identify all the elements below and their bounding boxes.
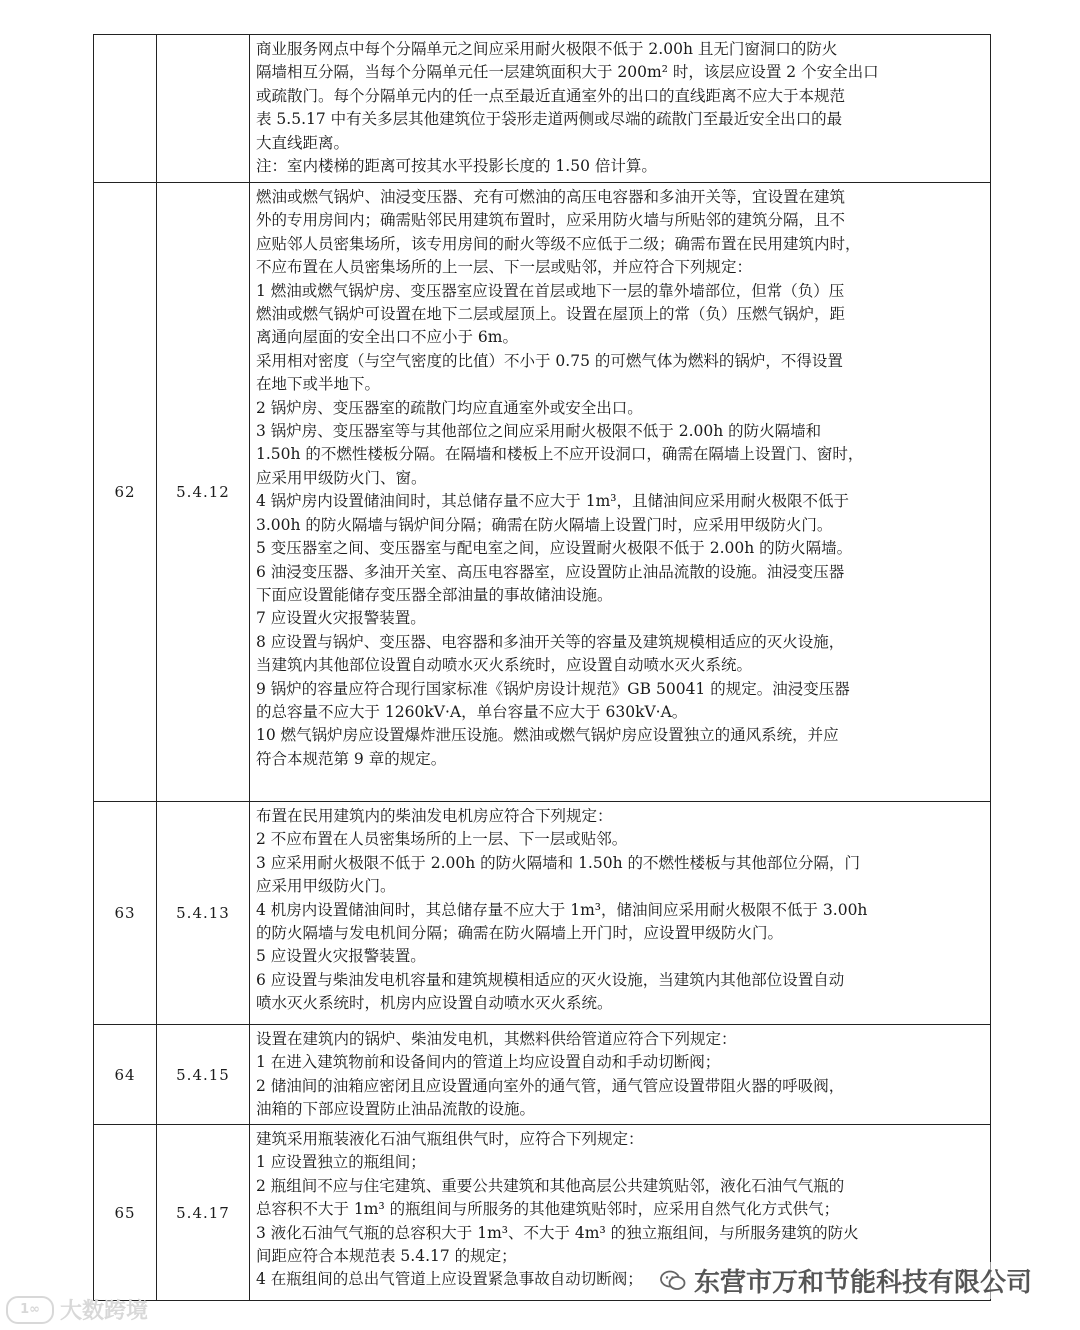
- clause-text-line: 在地下或半地下。: [256, 375, 381, 394]
- clause-text-line: 2 锅炉房、变压器室的疏散门均应直通室外或安全出口。: [256, 398, 643, 417]
- clause-text-line: 8 应设置与锅炉、变压器、电容器和多油开关等的容量及建筑规模相适应的灭火设施，: [256, 632, 845, 651]
- clause-text-line: 下面应设置能储存变压器全部油量的事故储油设施。: [256, 585, 613, 604]
- clause-text-line: 采用相对密度（与空气密度的比值）不小于 0.75 的可燃气体为燃料的锅炉，不得设置: [256, 351, 843, 370]
- clause-text-line: 2 不应布置在人员密集场所的上一层、下一层或贴邻。: [256, 830, 628, 849]
- table-row: [94, 183, 991, 802]
- row-number: 63: [94, 802, 157, 1025]
- clause-text-line: 总容积不大于 1m³ 的瓶组间与所服务的其他建筑贴邻时，应采用自然气化方式供气；: [256, 1200, 840, 1219]
- clause-text-line: 5 变压器室之间、变压器室与配电室之间，应设置耐火极限不低于 2.00h 的防火隔墙。: [256, 539, 853, 558]
- clause-text-line: 离通向屋面的安全出口不应小于 6m。: [256, 328, 518, 347]
- clause-text-line: 2 储油间的油箱应密闭且应设置通向室外的通气管，通气管应设置带阻火器的呼吸阀，: [256, 1076, 845, 1095]
- clause-text-line: 油箱的下部应设置防止油品流散的设施。: [256, 1100, 536, 1119]
- clause-text-line: 隔墙相互分隔，当每个分隔单元任一层建筑面积大于 200m² 时，该层应设置 2 个安全出口: [256, 63, 879, 82]
- row-number: 64: [94, 1025, 157, 1125]
- clause-text-line: 大直线距离。: [256, 133, 350, 152]
- clause-text-line: 注：室内楼梯的距离可按其水平投影长度的 1.50 倍计算。: [256, 157, 657, 176]
- clause-text-line: 应贴邻人员密集场所，该专用房间的耐火等级不应低于二级；确需布置在民用建筑内时，: [256, 234, 861, 253]
- clause-number: 5.4.15: [157, 1025, 250, 1125]
- clause-text-line: 表 5.5.17 中有关多层其他建筑位于袋形走道两侧或尽端的疏散门至最近安全出口的最: [256, 110, 843, 129]
- row-number: 62: [94, 183, 157, 802]
- clause-text-line: 10 燃气锅炉房应设置爆炸泄压设施。燃油或燃气锅炉房应设置独立的通风系统，并应: [256, 726, 839, 745]
- clause-text-line: 应采用甲级防火门。: [256, 877, 396, 896]
- clause-text-line: 的总容量不应大于 1260kV·A，单台容量不应大于 630kV·A。: [256, 702, 688, 721]
- clause-text-line: 3 应采用耐火极限不低于 2.00h 的防火隔墙和 1.50h 的不燃性楼板与其他部位分隔，门: [256, 853, 860, 872]
- clause-text-line: 外的专用房间内；确需贴邻民用建筑布置时，应采用防火墙与所贴邻的建筑分隔，且不: [256, 211, 846, 230]
- row-number: 65: [94, 1125, 157, 1301]
- clause-text-line: 1 应设置独立的瓶组间；: [256, 1153, 426, 1172]
- clause-text: [250, 802, 991, 1025]
- clause-text-line: 的防火隔墙与发电机间分隔；确需在防火隔墙上开门时，应设置甲级防火门。: [256, 924, 784, 943]
- clause-text-line: 4 在瓶组间的总出气管道上应设置紧急事故自动切断阀；: [256, 1270, 643, 1289]
- clause-text-line: 9 锅炉的容量应符合现行国家标准《锅炉房设计规范》GB 50041 的规定。油浸变压器: [256, 679, 850, 698]
- clause-text-line: 4 锅炉房内设置储油间时，其总储存量不应大于 1m³，且储油间应采用耐火极限不低于: [256, 492, 849, 511]
- clause-text-line: 3 锅炉房、变压器室等与其他部位之间应采用耐火极限不低于 2.00h 的防火隔墙和: [256, 422, 822, 441]
- wechat-icon: [660, 1270, 686, 1292]
- clause-text-line: 商业服务网点中每个分隔单元之间应采用耐火极限不低于 2.00h 且无门窗洞口的防火: [256, 40, 838, 58]
- row-number: [94, 35, 157, 183]
- clause-text-line: 燃油或燃气锅炉、油浸变压器、充有可燃油的高压电容器和多油开关等，宜设置在建筑: [256, 188, 846, 206]
- company-watermark: [660, 1262, 1032, 1299]
- clause-text-line: 建筑采用瓶装液化石油气瓶组供气时，应符合下列规定：: [256, 1130, 644, 1148]
- clause-text-line: 1.50h 的不燃性楼板分隔。在隔墙和楼板上不应开设洞口，确需在隔墙上设置门、窗时，: [256, 445, 864, 464]
- clause-text-line: 燃油或燃气锅炉可设置在地下二层或屋顶上。设置在屋顶上的常（负）压燃气锅炉，距: [256, 305, 846, 324]
- spec-table: [93, 34, 991, 1301]
- clause-text-line: 1 在进入建筑物前和设备间内的管道上均应设置自动和手动切断阀；: [256, 1053, 721, 1072]
- clause-text-line: 7 应设置火灾报警装置。: [256, 609, 426, 628]
- clause-text-line: 符合本规范第 9 章的规定。: [256, 749, 447, 768]
- spec-table-body: [94, 35, 991, 1301]
- clause-text-line: 6 油浸变压器、多油开关室、高压电容器室，应设置防止油品流散的设施。油浸变压器: [256, 562, 845, 581]
- clause-text-line: 1 燃油或燃气锅炉房、变压器室应设置在首层或地下一层的靠外墙部位，但常（负）压: [256, 281, 845, 300]
- clause-text: [250, 35, 991, 183]
- clause-number: 5.4.17: [157, 1125, 250, 1301]
- clause-text-line: 喷水灭火系统时，机房内应设置自动喷水灭火系统。: [256, 994, 613, 1013]
- platform-watermark: [6, 1294, 148, 1325]
- clause-text-line: 或疏散门。每个分隔单元内的任一点至最近直通室外的出口的直线距离不应大于本规范: [256, 86, 846, 105]
- clause-text-line: 5 应设置火灾报警装置。: [256, 947, 426, 966]
- clause-number: [157, 35, 250, 183]
- clause-text-line: 3.00h 的防火隔墙与锅炉间分隔；确需在防火隔墙上设置门时，应采用甲级防火门。: [256, 515, 833, 534]
- table-row: [94, 35, 991, 183]
- clause-text-line: 3 液化石油气气瓶的总容积大于 1m³、不大于 4m³ 的独立瓶组间，与所服务建筑的防火: [256, 1223, 859, 1242]
- clause-text-line: 布置在民用建筑内的柴油发电机房应符合下列规定：: [256, 807, 613, 825]
- platform-logo-icon: 1∞: [6, 1296, 54, 1324]
- table-row: [94, 802, 991, 1025]
- clause-number: 5.4.12: [157, 183, 250, 802]
- clause-text-line: 4 机房内设置储油间时，其总储存量不应大于 1m³，储油间应采用耐火极限不低于 3.00h: [256, 900, 868, 919]
- table-row: [94, 1025, 991, 1125]
- clause-text-line: 设置在建筑内的锅炉、柴油发电机，其燃料供给管道应符合下列规定：: [256, 1030, 737, 1048]
- clause-text-line: 6 应设置与柴油发电机容量和建筑规模相适应的灭火设施，当建筑内其他部位设置自动: [256, 970, 845, 989]
- clause-text-line: 2 瓶组间不应与住宅建筑、重要公共建筑和其他高层公共建筑贴邻，液化石油气气瓶的: [256, 1176, 845, 1195]
- platform-watermark-text: 大数跨境: [60, 1299, 149, 1324]
- clause-text: [250, 1025, 991, 1125]
- clause-number: 5.4.13: [157, 802, 250, 1025]
- clause-text-line: 间距应符合本规范表 5.4.17 的规定；: [256, 1247, 517, 1266]
- clause-text-line: 不应布置在人员密集场所的上一层、下一层或贴邻，并应符合下列规定：: [256, 258, 753, 277]
- clause-text-line: 当建筑内其他部位设置自动喷水灭火系统时，应设置自动喷水灭火系统。: [256, 656, 753, 675]
- clause-text-line: 应采用甲级防火门、窗。: [256, 468, 427, 487]
- company-watermark-text: 东营市万和节能科技有限公司: [694, 1268, 1033, 1298]
- clause-text: [250, 183, 991, 802]
